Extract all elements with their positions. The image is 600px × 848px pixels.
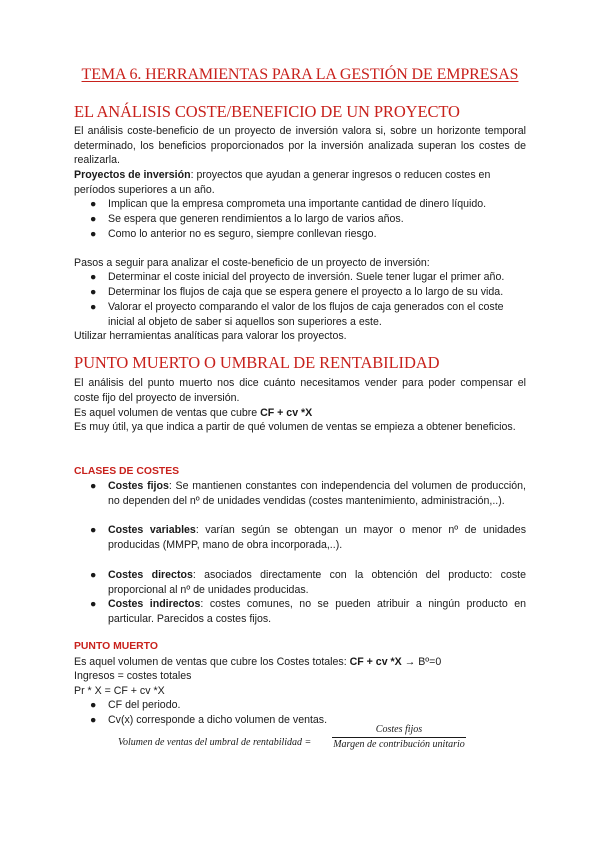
list-item: ● Como lo anterior no es seguro, siempre conllevan riesgo.	[90, 227, 526, 242]
list-item-text: Determinar los flujos de caja que se espera genere el proyecto a lo largo de su vida.	[108, 286, 504, 298]
formula-numerator: Costes fijos	[375, 724, 423, 735]
equation-ingresos: Pr * X = CF + cv *X	[74, 685, 165, 697]
list-item: ● Costes variables: varían según se obtengan un mayor o menor nº de unidades producidas (MMPP, mano de obra incorporada,..).	[90, 524, 526, 551]
list-item: ● Costes fijos: Se mantienen constantes con independencia del volumen de producción, no dependen del nº de unidades vendidas (costes mantenimiento, administración,..).	[90, 480, 526, 507]
paragraph-intro-coste-beneficio: El análisis coste-beneficio de un proyecto de inversión valora si, sobre un horizonte temporal determinado, los beneficios proporcionados por la inversión analizada superan los costes de realizarla.	[74, 125, 526, 167]
section-heading-punto-muerto: PUNTO MUERTO O UMBRAL DE RENTABILIDAD	[74, 353, 440, 372]
term-costes-directos: Costes directos	[108, 569, 193, 581]
paragraph-ingresos: Ingresos = costes totales	[74, 670, 192, 682]
list-item-text: : varían según se obtengan un mayor o menor nº de unidades producidas (MMPP, mano de obra incorporada,..).	[108, 524, 526, 551]
list-item: ● Determinar los flujos de caja que se espera genere el proyecto a lo largo de su vida.	[90, 285, 526, 300]
term-costes-fijos: Costes fijos	[108, 480, 169, 492]
list-item-text: Cv(x) corresponde a dicho volumen de ventas.	[108, 714, 328, 726]
term-costes-variables: Costes variables	[108, 524, 196, 536]
definition-formula: CF + cv *X	[260, 407, 313, 419]
section-heading-coste-beneficio: EL ANÁLISIS COSTE/BENEFICIO DE UN PROYECTO	[74, 102, 460, 121]
definition-suffix: → Bº=0	[401, 656, 442, 668]
paragraph-pasos-intro: Pasos a seguir para analizar el coste-beneficio de un proyecto de inversión:	[74, 257, 430, 269]
definition-prefix: Es aquel volumen de ventas que cubre los Costes totales:	[74, 656, 350, 668]
list-item-text: : costes comunes, no se pueden atribuir a ningún producto en particular. Parecidos a costes fijos.	[108, 598, 526, 625]
list-item-text: Como lo anterior no es seguro, siempre conllevan riesgo.	[108, 228, 377, 240]
paragraph-punto-muerto-def	[74, 655, 526, 670]
list-item: ● Costes directos: asociados directamente con la obtención del producto: coste proporcional al nº de unidades producidas.	[90, 569, 526, 596]
paragraph-herramientas: Utilizar herramientas analíticas para valorar los proyectos.	[74, 330, 347, 342]
list-item: ● Determinar el coste inicial del proyecto de inversión. Suele tener lugar el primer año.	[90, 270, 526, 285]
list-item: ● Costes indirectos: costes comunes, no se pueden atribuir a ningún producto en particular. Parecidos a costes fijos.	[90, 598, 526, 625]
list-item: ● Se espera que generen rendimientos a lo largo de varios años.	[90, 212, 526, 227]
term-proyectos-inversion: Proyectos de inversión	[74, 169, 191, 181]
list-item-text: : Se mantienen constantes con independencia del volumen de producción, no dependen del nº de unidades vendidas (costes mantenimiento, administración,..).	[108, 480, 526, 507]
document-title: TEMA 6. HERRAMIENTAS PARA LA GESTIÓN DE EMPRESAS	[81, 66, 519, 83]
paragraph-proyectos-inversion	[74, 168, 526, 197]
list-item: ● Cv(x) corresponde a dicho volumen de ventas.	[90, 713, 526, 728]
definition-formula: CF + cv *X	[349, 656, 402, 668]
formula-lhs: Volumen de ventas del umbral de rentabilidad =	[118, 737, 312, 748]
definition-proyectos-inversion: : proyectos que ayudan a generar ingresos o reducen costes en períodos superiores a un año.	[74, 169, 491, 196]
list-item-text: Implican que la empresa comprometa una importante cantidad de dinero líquido.	[108, 198, 487, 210]
paragraph-intro-punto-muerto: El análisis del punto muerto nos dice cuánto necesitamos vender para poder compensar el coste fijo del proyecto de inversión.	[74, 377, 526, 404]
list-item-text: Se espera que generen rendimientos a lo largo de varios años.	[108, 213, 404, 225]
formula-fraction	[330, 724, 468, 751]
term-costes-indirectos: Costes indirectos	[108, 598, 201, 610]
subheading-clases-costes: CLASES DE COSTES	[74, 466, 180, 477]
list-item: ● Implican que la empresa comprometa una importante cantidad de dinero líquido.	[90, 197, 526, 212]
definition-prefix: Es aquel volumen de ventas que cubre	[74, 407, 261, 419]
subheading-punto-muerto: PUNTO MUERTO	[74, 641, 158, 652]
list-item-text: CF del periodo.	[108, 699, 181, 711]
list-item-text: Valorar el proyecto comparando el valor de los flujos de caja generados con el coste inicial al objeto de saber si aquellos son superiores a este.	[108, 301, 504, 328]
list-item-text: : asociados directamente con la obtención del producto: coste proporcional al nº de unidades producidas.	[108, 569, 526, 596]
list-item-text: Determinar el coste inicial del proyecto de inversión. Suele tener lugar el primer año.	[108, 271, 505, 283]
paragraph-definicion	[74, 406, 526, 421]
list-item: ● Valorar el proyecto comparando el valor de los flujos de caja generados con el coste inicial al objeto de saber si aquellos son superiores a este.	[90, 300, 526, 329]
formula-denominator: Margen de contribución unitario	[333, 739, 465, 750]
list-item: ● CF del periodo.	[90, 698, 526, 713]
paragraph-utilidad: Es muy útil, ya que indica a partir de qué volumen de ventas se empieza a obtener beneficios.	[74, 421, 516, 433]
